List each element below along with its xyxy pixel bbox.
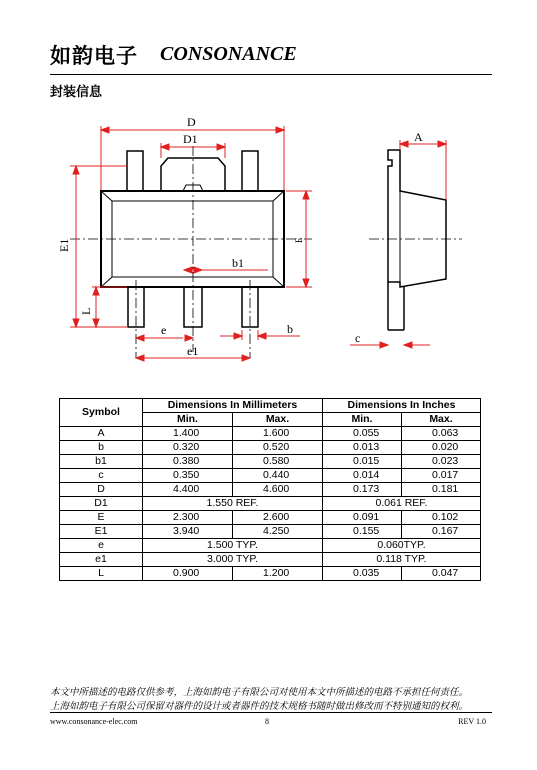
table-row (60, 553, 481, 567)
cell-in-min: 0.055 (323, 427, 402, 441)
cell-in-max: 0.047 (401, 567, 480, 581)
table-row (60, 525, 481, 539)
cell-in-min: 0.155 (323, 525, 402, 539)
label-D1: D1 (183, 132, 198, 146)
label-e: e (161, 323, 167, 337)
cell-in-min: 0.014 (323, 469, 402, 483)
cell-in-span: 0.060TYP. (323, 539, 481, 553)
in-max-header: Max. (401, 413, 480, 427)
centerlines (70, 146, 462, 358)
brand-name-cn: 如韵电子 (50, 44, 138, 68)
cell-mm-span: 1.500 TYP. (143, 539, 323, 553)
cell-mm-max: 4.600 (232, 483, 322, 497)
cell-in-span: 0.118 TYP. (323, 553, 481, 567)
label-D: D (187, 115, 196, 129)
table-row (60, 567, 481, 581)
label-b: b (287, 322, 293, 336)
label-e1: e1 (187, 344, 199, 358)
cell-mm-max: 4.250 (232, 525, 322, 539)
table-row (60, 511, 481, 525)
cell-mm-min: 2.300 (143, 511, 233, 525)
cell-symbol: E (60, 511, 143, 525)
label-L: L (79, 307, 93, 315)
cell-in-max: 0.023 (401, 455, 480, 469)
cell-in-min: 0.015 (323, 455, 402, 469)
cell-symbol: c (60, 469, 143, 483)
cell-mm-min: 0.320 (143, 441, 233, 455)
table-row (60, 539, 481, 553)
table-row (60, 483, 481, 497)
package-side-view (388, 150, 446, 330)
cell-mm-min: 0.350 (143, 469, 233, 483)
label-A: A (414, 130, 423, 144)
cell-symbol: D (60, 483, 143, 497)
cell-symbol: L (60, 567, 143, 581)
cell-mm-span: 1.550 REF. (143, 497, 323, 511)
table-header-row (60, 399, 481, 413)
mm-header: Dimensions In Millimeters (143, 399, 323, 413)
cell-mm-max: 1.200 (232, 567, 322, 581)
page-footer (50, 712, 492, 729)
cell-mm-min: 1.400 (143, 427, 233, 441)
disclaimer-line-2: 上海如韵电子有限公司保留对器件的设计或者器件的技术规格书随时做出修改而不特别通知的权利。 (50, 702, 469, 712)
cell-in-max: 0.167 (401, 525, 480, 539)
cell-in-min: 0.013 (323, 441, 402, 455)
table-row (60, 455, 481, 469)
mm-max-header: Max. (232, 413, 322, 427)
cell-symbol: e (60, 539, 143, 553)
cell-symbol: b (60, 441, 143, 455)
symbol-header: Symbol (60, 399, 143, 427)
mm-min-header: Min. (143, 413, 233, 427)
cell-mm-min: 0.380 (143, 455, 233, 469)
table-row (60, 441, 481, 455)
cell-mm-min: 3.940 (143, 525, 233, 539)
footer-website: www.consonance-elec.com (50, 717, 138, 726)
dimensions-table (59, 398, 481, 581)
table-row (60, 469, 481, 483)
cell-mm-max: 1.600 (232, 427, 322, 441)
brand-name-en: CONSONANCE (160, 43, 297, 65)
label-b1: b1 (232, 256, 244, 270)
cell-in-max: 0.017 (401, 469, 480, 483)
label-c: c (355, 331, 361, 345)
cell-in-min: 0.035 (323, 567, 402, 581)
footer-revision: REV 1.0 (458, 717, 486, 726)
section-title: 封装信息 (50, 85, 103, 100)
disclaimer-line-1: 本文中所描述的电路仅供参考，上海如韵电子有限公司对使用本文中所描述的电路不承担任何责任。 (50, 688, 469, 698)
cell-in-max: 0.102 (401, 511, 480, 525)
cell-in-max: 0.020 (401, 441, 480, 455)
cell-mm-span: 3.000 TYP. (143, 553, 323, 567)
cell-symbol: E1 (60, 525, 143, 539)
cell-in-max: 0.181 (401, 483, 480, 497)
label-E1: E1 (57, 238, 71, 252)
table-row (60, 497, 481, 511)
cell-symbol: A (60, 427, 143, 441)
in-min-header: Min. (323, 413, 402, 427)
cell-symbol: b1 (60, 455, 143, 469)
cell-mm-max: 0.580 (232, 455, 322, 469)
cell-in-min: 0.173 (323, 483, 402, 497)
cell-in-min: 0.091 (323, 511, 402, 525)
cell-mm-max: 0.520 (232, 441, 322, 455)
cell-in-max: 0.063 (401, 427, 480, 441)
cell-in-span: 0.061 REF. (323, 497, 481, 511)
label-E: E (294, 237, 304, 243)
cell-mm-min: 0.900 (143, 567, 233, 581)
cell-mm-min: 4.400 (143, 483, 233, 497)
inch-header: Dimensions In Inches (323, 399, 481, 413)
cell-mm-max: 0.440 (232, 469, 322, 483)
cell-mm-max: 2.600 (232, 511, 322, 525)
table-body (60, 427, 481, 581)
cell-symbol: e1 (60, 553, 143, 567)
footer-page-number: 8 (265, 717, 269, 726)
table-row (60, 427, 481, 441)
cell-symbol: D1 (60, 497, 143, 511)
